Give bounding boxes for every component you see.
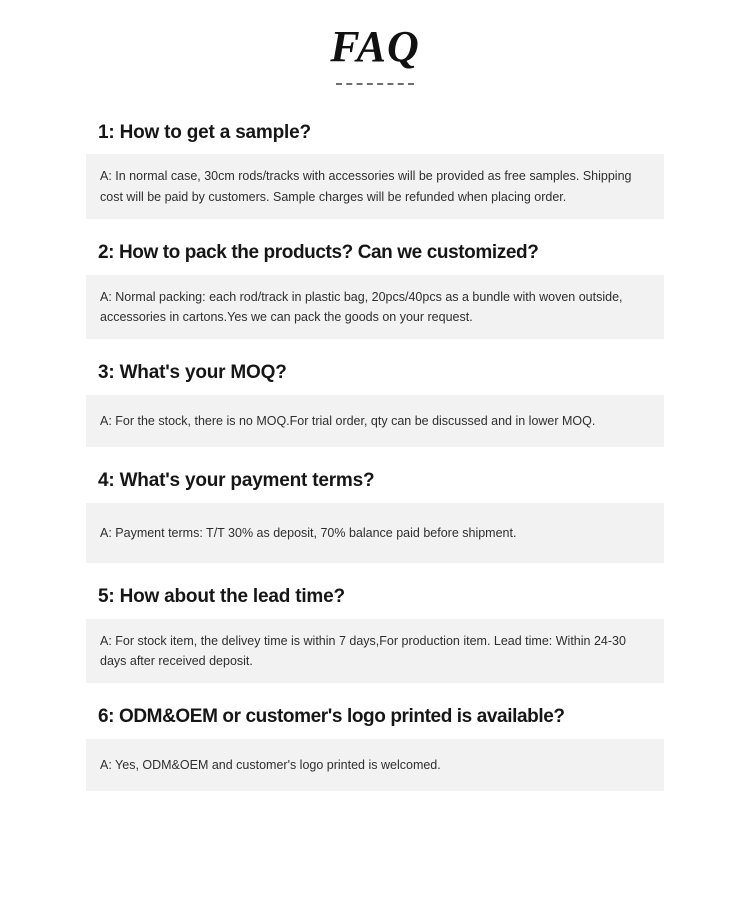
page-title: FAQ [330,22,420,71]
faq-question: 2: How to pack the products? Can we customized? [98,241,539,263]
faq-answer-box [86,154,664,219]
faq-answer-text: A: For stock item, the delivey time is within 7 days,For production item. Lead time: Within 24-30 days after received deposit. [100,633,626,669]
title-underline-divider [336,83,414,85]
faq-answer-box [86,619,664,684]
faq-answer-text: A: Normal packing: each rod/track in plastic bag, 20pcs/40pcs as a bundle with woven outside, accessories in cartons.Yes we can pack the goods on your request. [100,289,623,324]
faq-answer-box [86,739,664,791]
faq-answer-box [86,503,664,563]
faq-item [86,121,664,219]
faq-answer-text: A: For the stock, there is no MOQ.For trial order, qty can be discussed and in lower MOQ. [100,413,596,428]
faq-item [86,585,664,683]
faq-answer-text: A: Payment terms: T/T 30% as deposit, 70% balance paid before shipment. [100,525,517,540]
faq-item [86,241,664,339]
faq-question: 4: What's your payment terms? [98,470,375,492]
page-title-container [0,0,750,85]
faq-question: 1: How to get a sample? [98,121,311,143]
faq-answer-text: A: Yes, ODM&OEM and customer's logo printed is welcomed. [100,758,441,773]
faq-item [86,705,664,791]
faq-question: 5: How about the lead time? [98,586,345,608]
faq-answer-box [86,275,664,340]
faq-list [86,121,664,792]
faq-question: 6: ODM&OEM or customer's logo printed is available? [98,706,565,728]
faq-question: 3: What's your MOQ? [98,362,287,384]
faq-item [86,361,664,447]
faq-answer-text: A: In normal case, 30cm rods/tracks with accessories will be provided as free samples. Shipping cost will be paid by customers. Sample charges will be refunded when placing order. [100,169,632,204]
faq-answer-box [86,395,664,447]
faq-item [86,469,664,563]
